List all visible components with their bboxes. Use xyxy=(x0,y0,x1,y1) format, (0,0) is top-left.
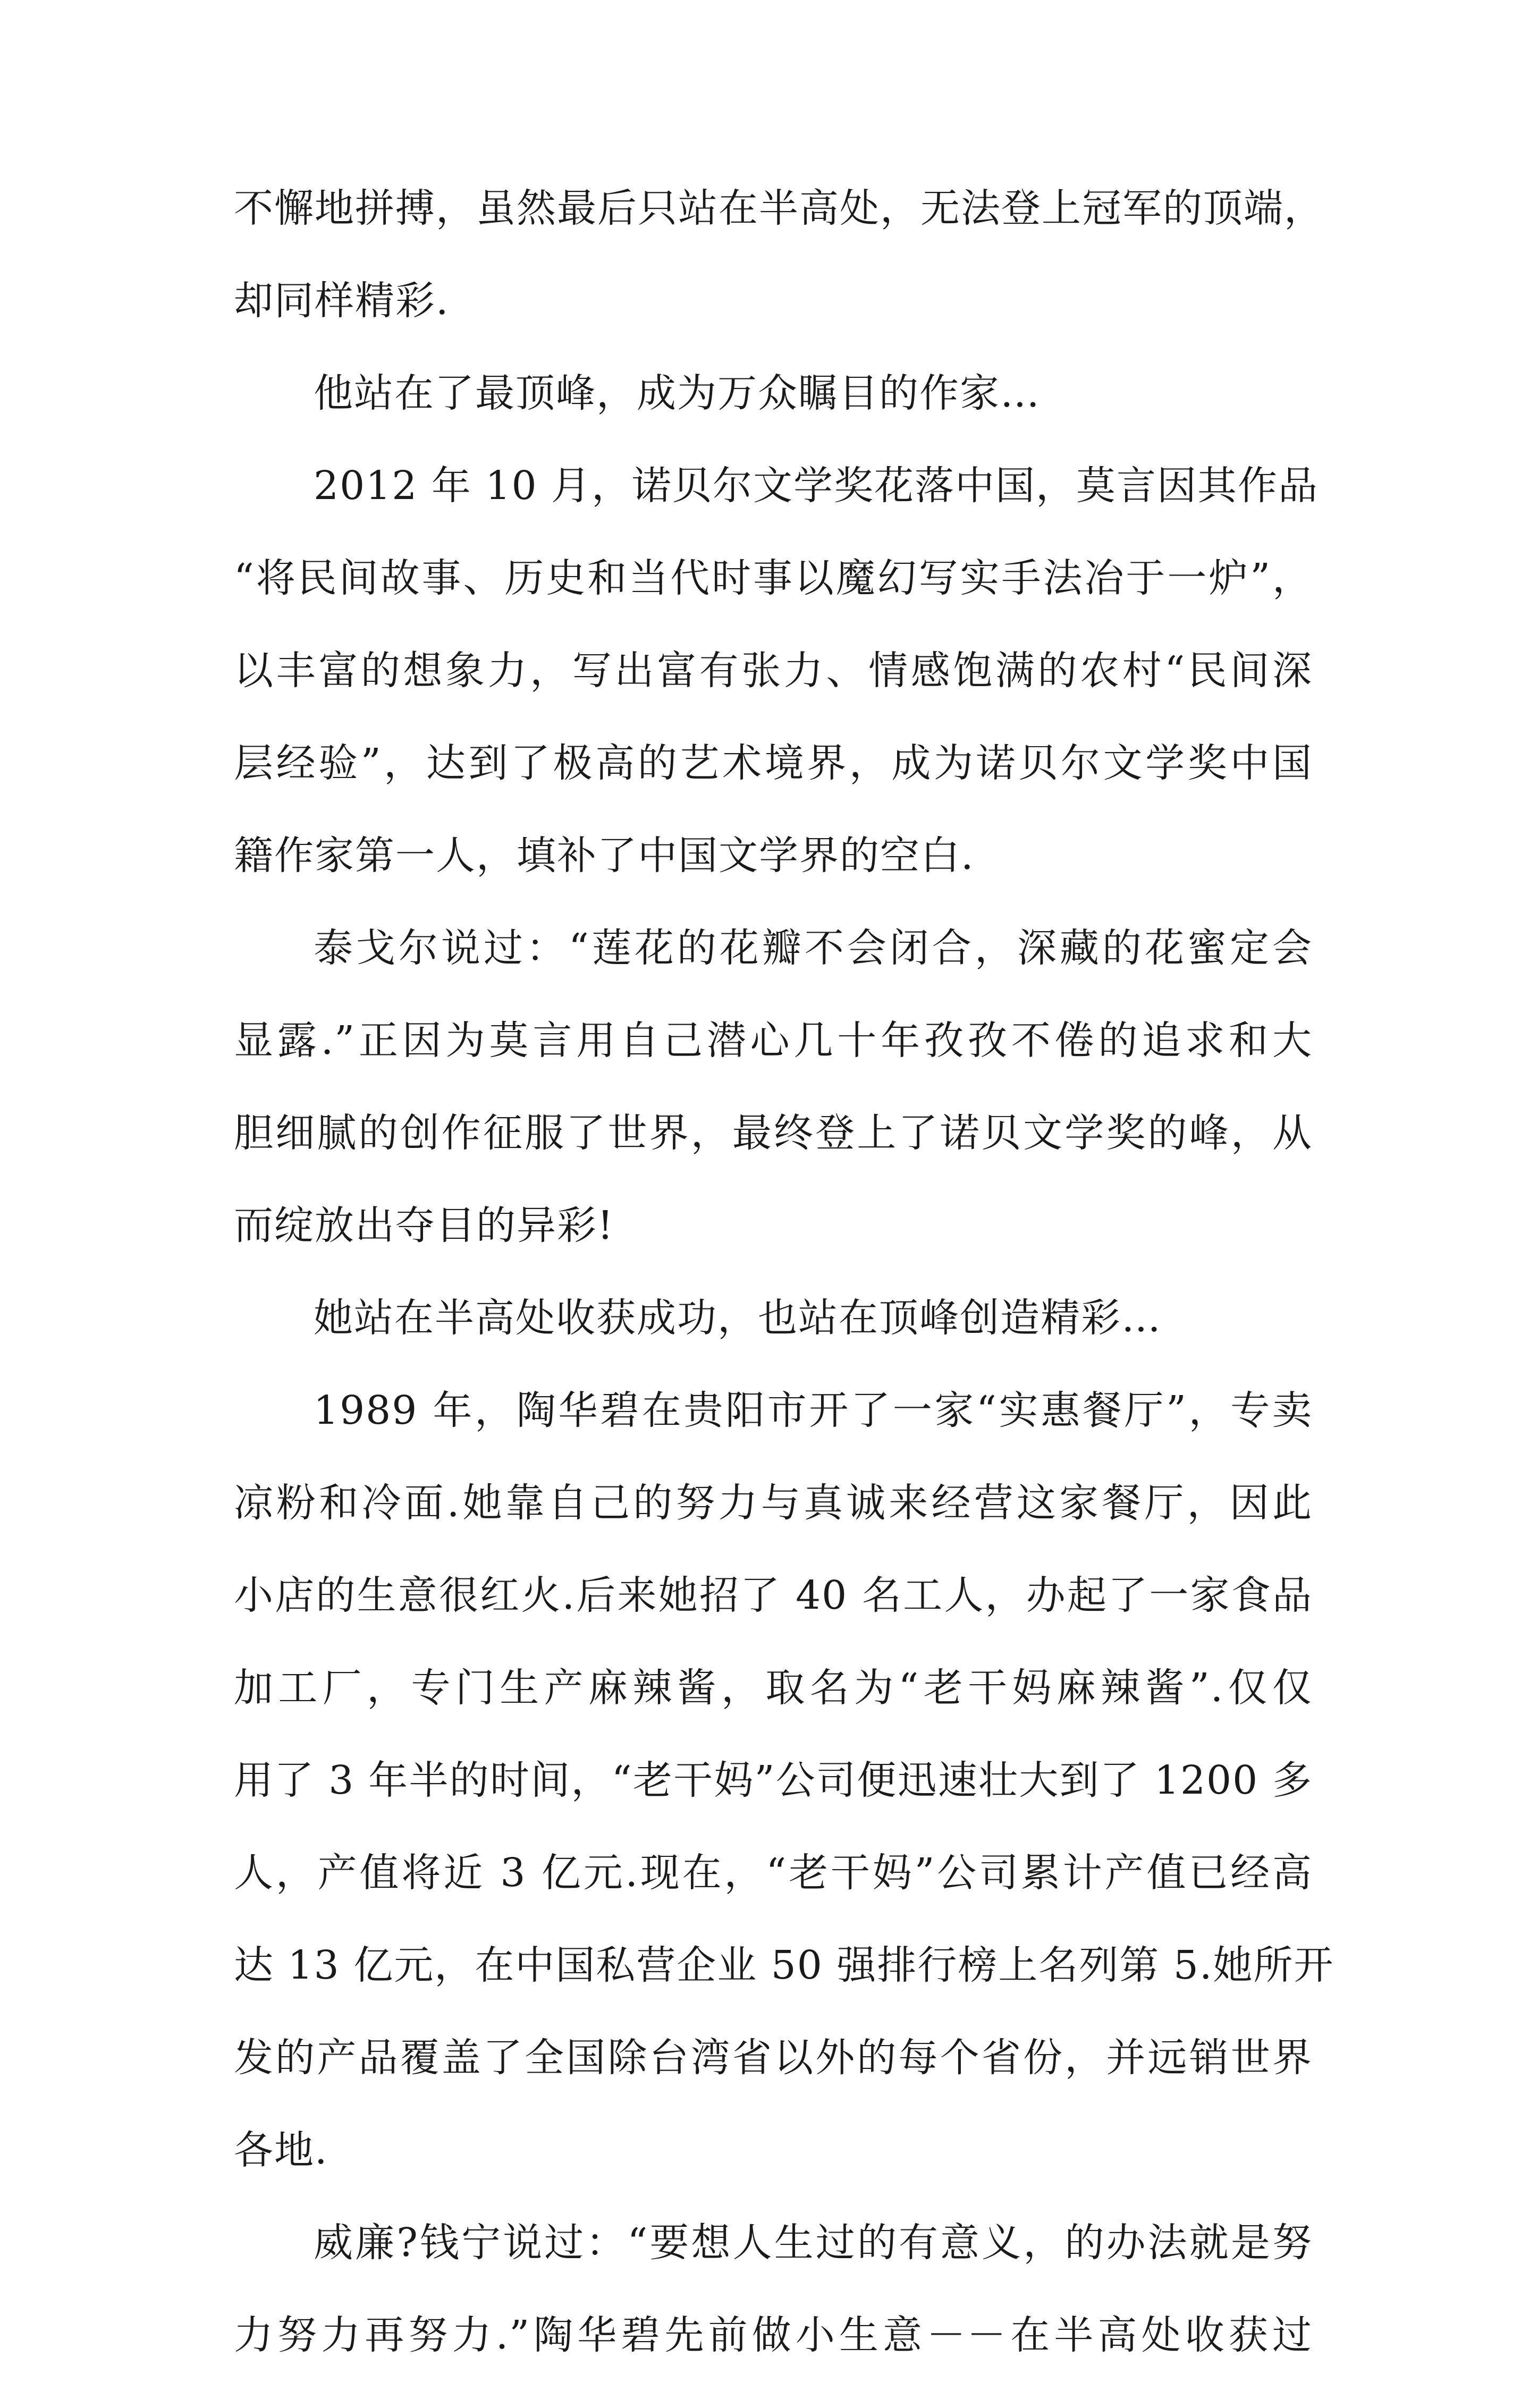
body-text xyxy=(234,185,1334,2408)
text-line: 各地. xyxy=(234,2127,328,2173)
text-line: “将民间故事、历史和当代时事以魔幻写实手法冶于一炉”， xyxy=(234,555,1313,601)
text-line: 凉粉和冷面.她靠自己的努力与真诚来经营这家餐厅，因此 xyxy=(234,1480,1313,1526)
text-line: 1989 年，陶华碧在贵阳市开了一家“实惠餐厅”，专卖 xyxy=(314,1388,1313,1433)
text-line: 不懈地拼搏，虽然最后只站在半高处，无法登上冠军的顶端， xyxy=(234,185,1324,231)
text-line: 以丰富的想象力，写出富有张力、情感饱满的农村“民间深 xyxy=(234,648,1313,694)
text-line: 胆细腻的创作征服了世界，最终登上了诺贝文学奖的峰，从 xyxy=(234,1110,1313,1156)
text-line: 她站在半高处收获成功，也站在顶峰创造精彩… xyxy=(314,1295,1162,1341)
text-line: 小店的生意很红火.后来她招了 40 名工人，办起了一家食品 xyxy=(234,1573,1313,1618)
text-line: 达 13 亿元，在中国私营企业 50 强排行榜上名列第 5.她所开 xyxy=(234,1942,1334,1988)
text-line: 显露.”正因为莫言用自己潜心几十年孜孜不倦的追求和大 xyxy=(234,1018,1313,1063)
text-line: 泰戈尔说过：“莲花的花瓣不会闭合，深藏的花蜜定会 xyxy=(314,925,1313,971)
text-line: 2012 年 10 月，诺贝尔文学奖花落中国，莫言因其作品 xyxy=(314,463,1319,509)
text-line: 用了 3 年半的时间，“老干妈”公司便迅速壮大到了 1200 多 xyxy=(234,1758,1313,1803)
text-line: 发的产品覆盖了全国除台湾省以外的每个省份，并远销世界 xyxy=(234,2035,1313,2081)
text-line: 而绽放出夺目的异彩! xyxy=(234,1203,614,1248)
text-line: 威廉?钱宁说过：“要想人生过的有意义，的办法就是努 xyxy=(314,2220,1313,2266)
text-line: 人，产值将近 3 亿元.现在，“老干妈”公司累计产值已经高 xyxy=(234,1850,1313,1896)
text-line: 力努力再努力.”陶华碧先前做小生意－－在半高处收获过 xyxy=(234,2312,1313,2358)
text-line: 加工厂，专门生产麻辣酱，取名为“老干妈麻辣酱”.仅仅 xyxy=(234,1665,1313,1711)
text-line: 他站在了最顶峰，成为万众瞩目的作家… xyxy=(314,370,1041,416)
text-line: 层经验”，达到了极高的艺术境界，成为诺贝尔文学奖中国 xyxy=(234,740,1313,786)
text-line: 籍作家第一人，填补了中国文学界的空白. xyxy=(234,833,975,878)
text-line: 却同样精彩. xyxy=(234,278,450,324)
